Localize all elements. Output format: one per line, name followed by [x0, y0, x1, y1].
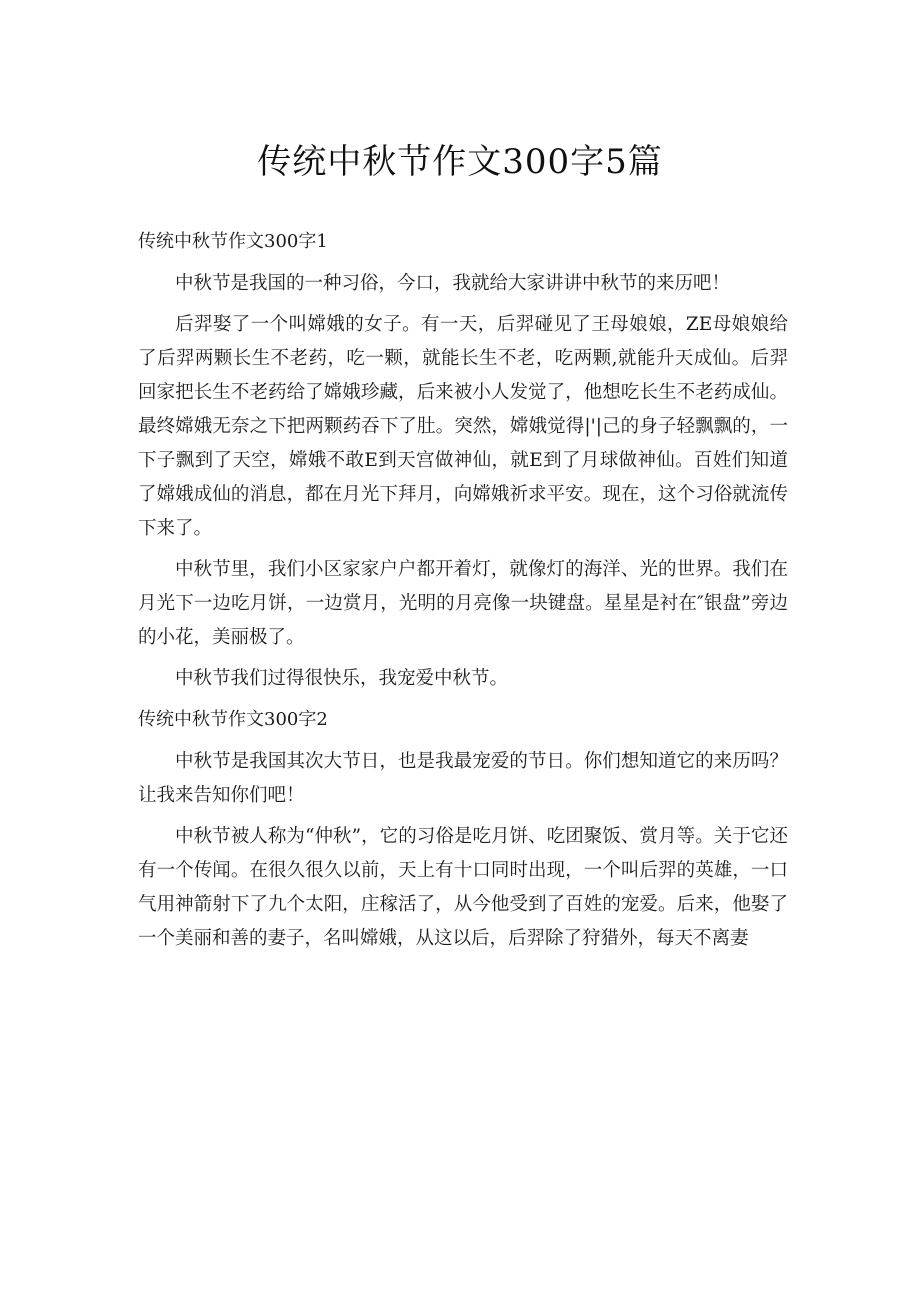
document-body: [138, 225, 788, 963]
essay-1-paragraph: 中秋节我们过得很快乐，我宠爱中秋节。: [175, 668, 509, 689]
essay-1-paragraph: 中秋节里，我们小区家家户户都开着灯，就像灯的海洋、光的世界。我们在月光下一边吃月饼，一边赏月，光明的月亮像一块键盘。星星是衬在″银盘”旁边的小花，美丽极了。: [138, 559, 788, 648]
essay-1-paragraph: 后羿娶了一个叫嫦娥的女子。有一天，后羿碰见了王母娘娘，ZE母娘娘给了后羿两颗长生不老药，吃一颗，就能长生不老，吃两颗,就能升天成仙。后羿回家把长生不老药给了嫦娥珍藏，后来被小人发觉了，他想吃长生不老药成仙。最终嫦娥无奈之下把两颗药吞下了肚。突然，嫦娥觉得|'|己的身子轻飘飘的，一下子飘到了天空，嫦娥不敢E到天宫做神仙，就E到了月球做神仙。百姓们知道了嫦娥成仙的消息，都在月光下拜月，向嫦娥祈求平安。现在，这个习俗就流传下来了。: [138, 314, 788, 539]
document-title: 传统中秋节作文300字5篇: [257, 142, 663, 182]
essay-2-paragraph: 中秋节是我国其次大节日，也是我最宠爱的节日。你们想知道它的来历吗？让我来告知你们吧！: [138, 751, 788, 806]
essay-2: [138, 745, 788, 956]
essay-1-paragraph: 中秋节是我国的一种习俗，今口，我就给大家讲讲中秋节的来历吧！: [175, 273, 731, 294]
essay-2-heading: 传统中秋节作文300字2: [138, 709, 328, 730]
essay-1: [138, 267, 788, 696]
essay-1-heading: 传统中秋节作文300字1: [138, 231, 328, 252]
essay-2-paragraph: 中秋节被人称为“仲秋”，它的习俗是吃月饼、吃团聚饭、赏月等。关于它还有一个传闻。在很久很久以前，天上有十口同时出现，一个叫后羿的英雄，一口气用神箭射下了九个太阳，庄稼活了，从今他受到了百姓的宠爱。后来，他娶了一个美丽和善的妻子，名叫嫦娥，从这以后，后羿除了狩猎外，每天不离妻: [138, 826, 788, 949]
